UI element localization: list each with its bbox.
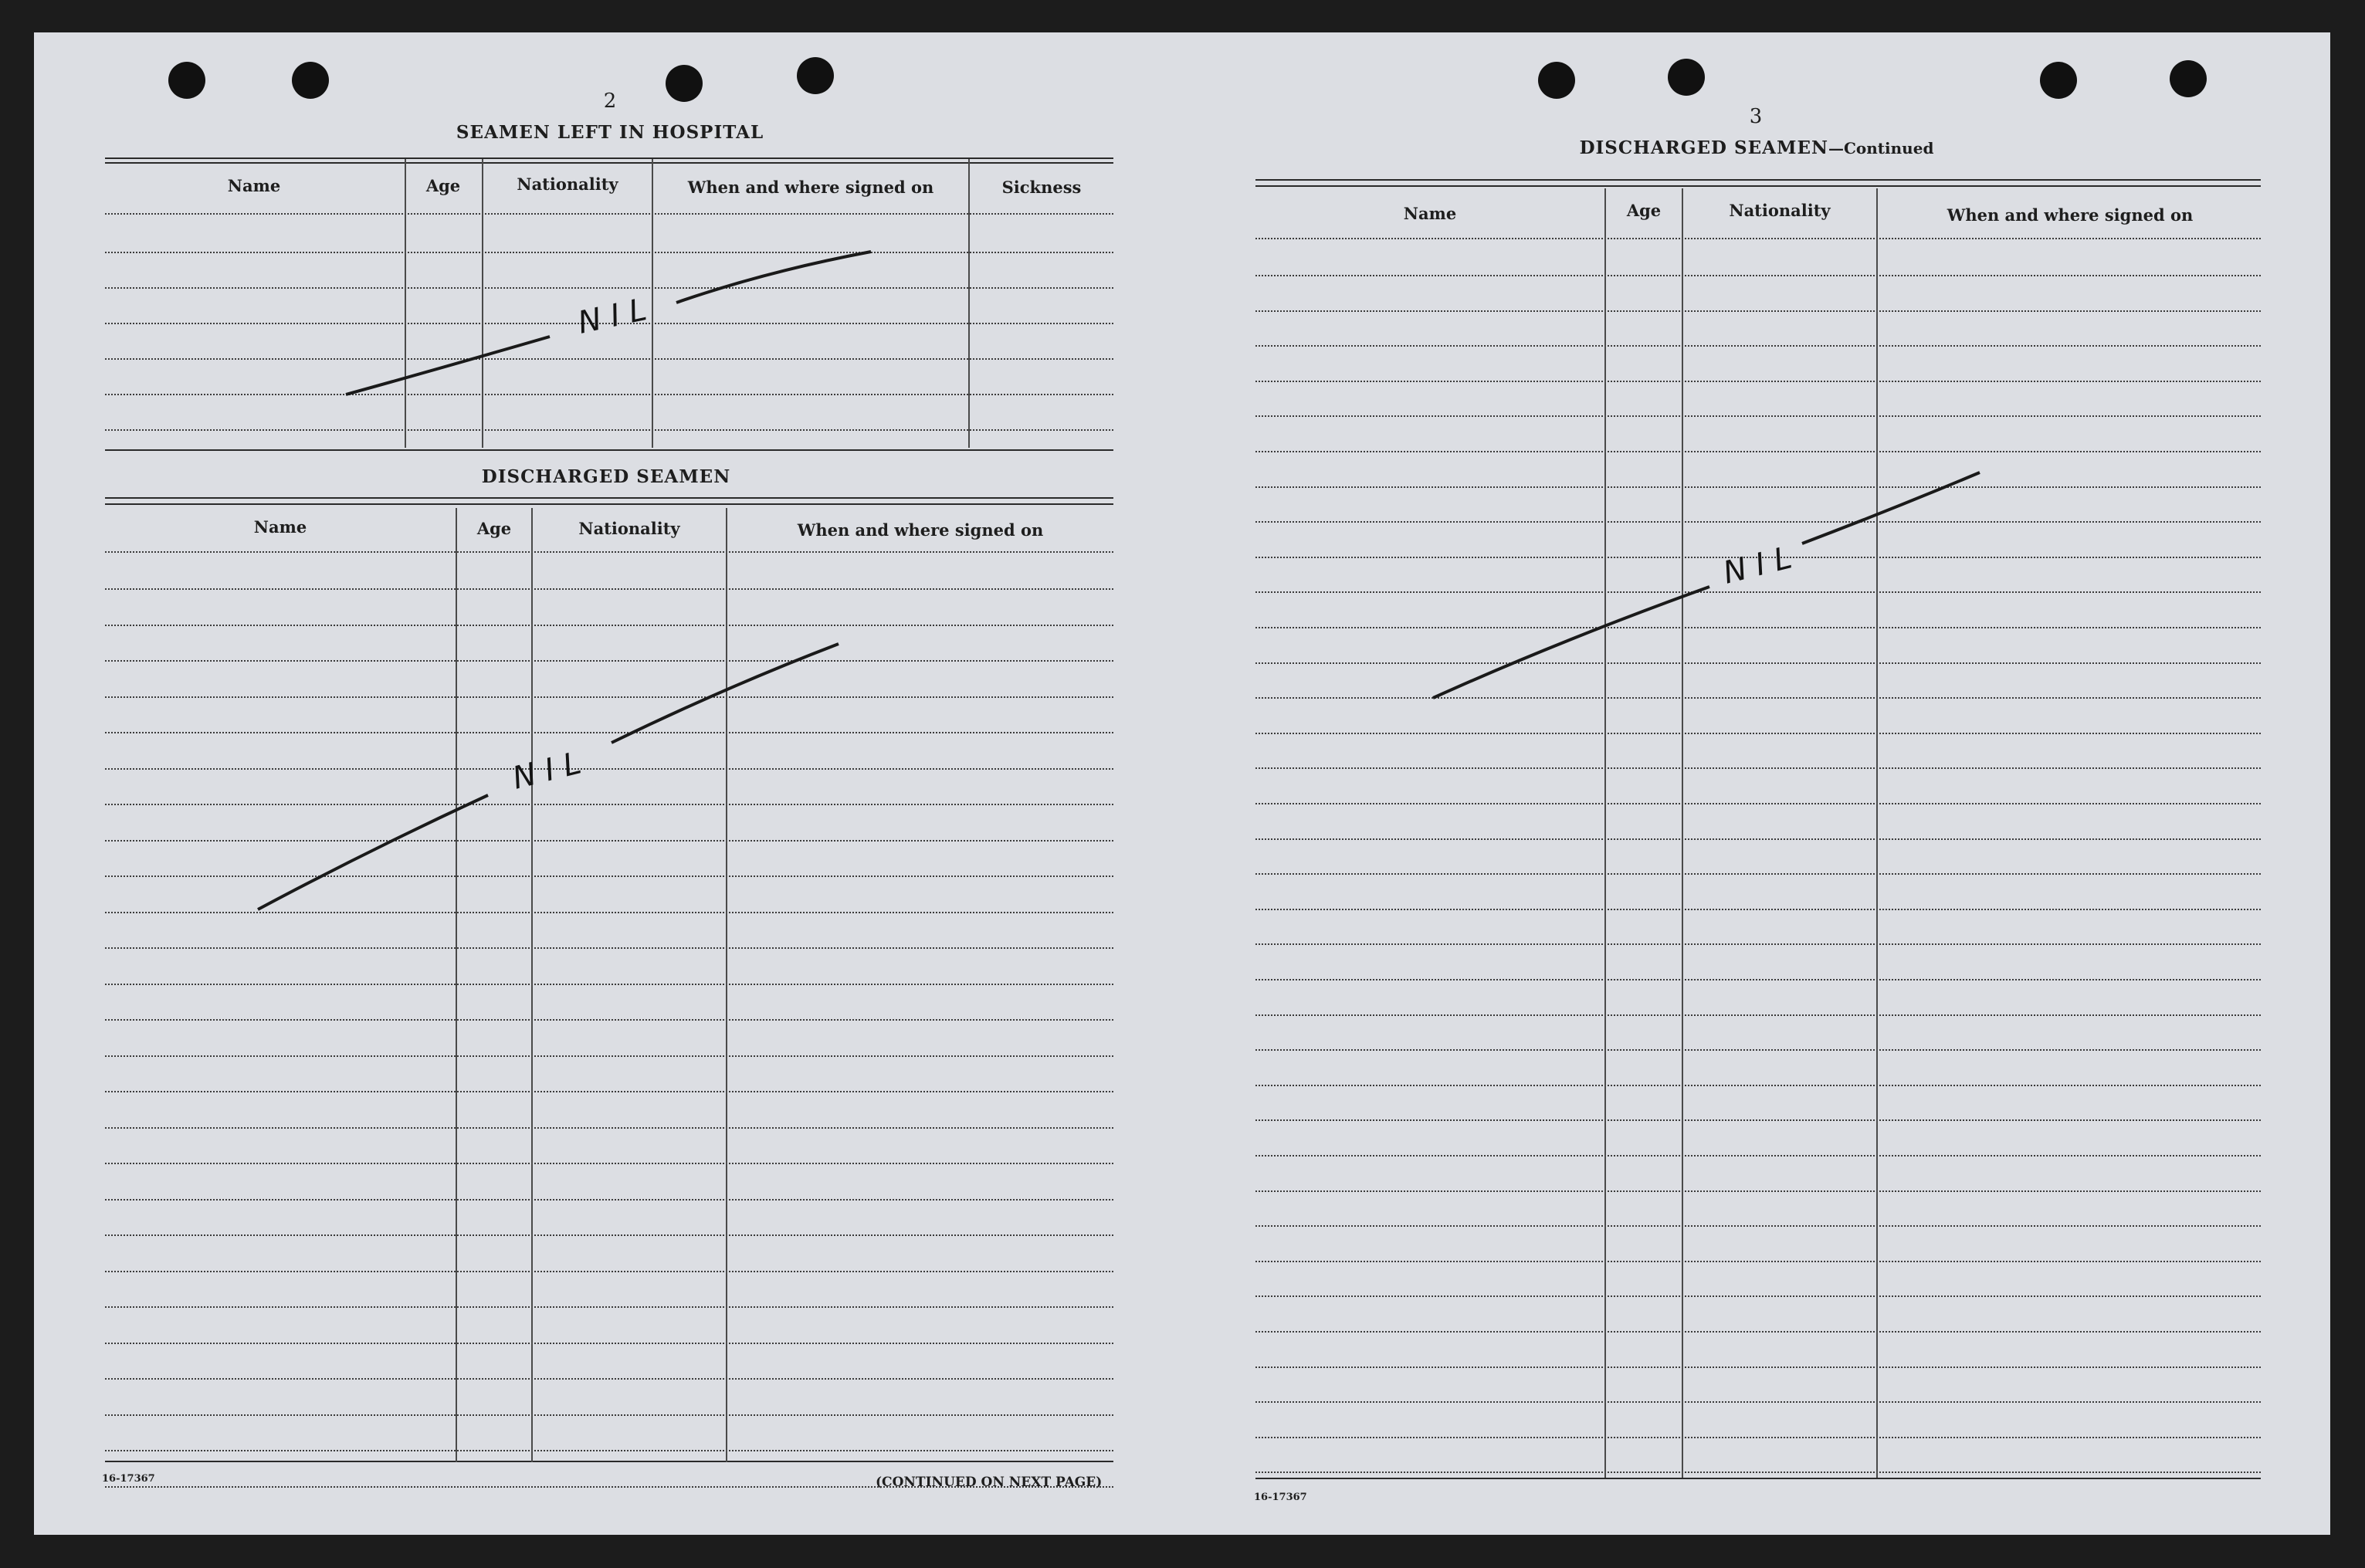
discharged-row-rule <box>105 732 1113 733</box>
hospital-col-sickness: Sickness <box>1001 178 1082 197</box>
continued-column-divider <box>1604 188 1606 1478</box>
continued-col-signed-on: When and where signed on <box>1947 205 2194 225</box>
hospital-column-divider <box>652 159 653 448</box>
discharged-row-rule <box>105 1019 1113 1021</box>
punch-hole <box>797 57 834 94</box>
discharged-row-rule <box>105 912 1113 913</box>
continued-header-rule <box>1255 238 2261 239</box>
discharged-row-rule <box>105 840 1113 842</box>
continued-row-rule <box>1255 1295 2261 1297</box>
discharged-col-nationality: Nationality <box>578 519 680 538</box>
punch-hole <box>168 62 205 99</box>
continued-row-rule <box>1255 415 2261 417</box>
continued-row-rule <box>1255 662 2261 664</box>
continued-row-rule <box>1255 943 2261 945</box>
continued-row-rule <box>1255 486 2261 488</box>
discharged-col-name: Name <box>253 517 307 537</box>
continued-row-rule <box>1255 521 2261 523</box>
continued-row-rule <box>1255 1366 2261 1368</box>
continued-row-rule <box>1255 275 2261 276</box>
discharged-row-rule <box>105 1306 1113 1308</box>
continued-table-bottom-rule <box>1255 1478 2261 1479</box>
continued-row-rule <box>1255 1085 2261 1086</box>
discharged-section-title: DISCHARGED SEAMEN <box>481 466 731 487</box>
right-page-number: 3 <box>1749 105 1763 128</box>
continued-row-rule <box>1255 1190 2261 1192</box>
left-page-number: 2 <box>603 90 617 113</box>
discharged-row-rule <box>105 1091 1113 1092</box>
hospital-table-top-rule <box>105 162 1113 164</box>
discharged-table-top-rule <box>105 503 1113 505</box>
continued-row-rule <box>1255 345 2261 347</box>
continued-row-rule <box>1255 697 2261 699</box>
hospital-row-rule <box>105 429 1113 431</box>
discharged-column-divider <box>531 508 533 1462</box>
hospital-row-rule <box>105 394 1113 395</box>
hospital-column-divider <box>482 159 483 448</box>
discharged-row-rule <box>105 696 1113 698</box>
discharged-row-rule <box>105 1450 1113 1451</box>
hospital-row-rule <box>105 287 1113 289</box>
continued-row-rule <box>1255 803 2261 804</box>
discharged-col-signed-on: When and where signed on <box>797 520 1044 540</box>
discharged-header-rule <box>105 551 1113 553</box>
hospital-column-divider <box>405 159 406 448</box>
right-form-number: 16-17367 <box>1254 1492 1307 1503</box>
continued-row-rule <box>1255 1331 2261 1333</box>
continued-row-rule <box>1255 1261 2261 1262</box>
continued-row-rule <box>1255 591 2261 593</box>
continued-row-rule <box>1255 451 2261 452</box>
discharged-row-rule <box>105 1271 1113 1272</box>
discharged-row-rule <box>105 588 1113 590</box>
discharged-row-rule <box>105 1199 1113 1201</box>
discharged-continued-title-suffix: —Continued <box>1828 139 1934 157</box>
continued-row-rule <box>1255 557 2261 558</box>
continued-row-rule <box>1255 1119 2261 1121</box>
hospital-row-rule <box>105 252 1113 253</box>
hospital-column-divider <box>968 159 970 448</box>
hospital-col-age: Age <box>425 176 461 195</box>
left-form-number: 16-17367 <box>102 1473 155 1485</box>
continued-col-age: Age <box>1626 201 1662 220</box>
discharged-row-rule <box>105 1378 1113 1380</box>
punch-hole <box>292 62 329 99</box>
discharged-nil-mark: N I L <box>509 745 585 797</box>
discharged-row-rule <box>105 804 1113 805</box>
discharged-col-age: Age <box>476 519 512 538</box>
discharged-row-rule <box>105 984 1113 985</box>
discharged-continued-title <box>1560 137 1953 158</box>
discharged-row-rule <box>105 768 1113 770</box>
continued-row-rule <box>1255 310 2261 312</box>
hospital-row-rule <box>105 358 1113 360</box>
hospital-row-rule <box>105 323 1113 324</box>
hospital-col-nationality: Nationality <box>517 174 618 194</box>
punch-hole <box>2040 62 2077 99</box>
discharged-row-rule <box>105 875 1113 877</box>
continued-row-rule <box>1255 627 2261 628</box>
continued-nil-mark: N I L <box>1720 540 1796 591</box>
continued-row-rule <box>1255 873 2261 875</box>
continued-column-divider <box>1682 188 1683 1478</box>
continued-row-rule <box>1255 1471 2261 1473</box>
punch-hole <box>666 65 703 102</box>
continued-row-rule <box>1255 979 2261 980</box>
continued-row-rule <box>1255 838 2261 840</box>
punch-hole <box>2170 60 2207 97</box>
continued-row-rule <box>1255 1401 2261 1403</box>
discharged-row-rule <box>105 1343 1113 1344</box>
hospital-header-rule <box>105 213 1113 215</box>
continued-col-name: Name <box>1403 204 1457 223</box>
continued-row-rule <box>1255 1155 2261 1157</box>
continued-row-rule <box>1255 1014 2261 1016</box>
continued-row-rule <box>1255 381 2261 382</box>
continued-column-divider <box>1876 188 1878 1478</box>
discharged-row-rule <box>105 1055 1113 1057</box>
discharged-row-rule <box>105 1486 1113 1488</box>
discharged-continued-title-main: DISCHARGED SEAMEN <box>1579 137 1828 158</box>
hospital-table-top-rule <box>105 157 1113 159</box>
discharged-table-bottom-rule <box>105 1461 1113 1462</box>
continued-col-nationality: Nationality <box>1729 201 1831 220</box>
punch-hole <box>1668 59 1705 96</box>
discharged-row-rule <box>105 1163 1113 1164</box>
continued-row-rule <box>1255 767 2261 769</box>
continued-row-rule <box>1255 733 2261 734</box>
discharged-row-rule <box>105 1234 1113 1236</box>
hospital-table-bottom-rule <box>105 449 1113 451</box>
hospital-nil-mark: N I L <box>574 292 650 341</box>
hospital-col-signed-on: When and where signed on <box>687 178 934 197</box>
continued-row-rule <box>1255 909 2261 910</box>
continued-row-rule <box>1255 1437 2261 1438</box>
hospital-col-name: Name <box>227 176 281 195</box>
discharged-column-divider <box>456 508 457 1462</box>
discharged-column-divider <box>726 508 727 1462</box>
discharged-row-rule <box>105 947 1113 949</box>
punch-hole <box>1538 62 1575 99</box>
continued-row-rule <box>1255 1049 2261 1051</box>
document-sheet <box>34 32 2330 1535</box>
continued-table-top-rule <box>1255 185 2261 187</box>
discharged-row-rule <box>105 660 1113 662</box>
discharged-table-top-rule <box>105 497 1113 499</box>
discharged-row-rule <box>105 1414 1113 1416</box>
continued-note: (CONTINUED ON NEXT PAGE) <box>876 1475 1103 1490</box>
discharged-row-rule <box>105 1127 1113 1129</box>
continued-row-rule <box>1255 1225 2261 1227</box>
continued-table-top-rule <box>1255 179 2261 181</box>
hospital-section-title: SEAMEN LEFT IN HOSPITAL <box>456 122 764 143</box>
discharged-row-rule <box>105 625 1113 626</box>
